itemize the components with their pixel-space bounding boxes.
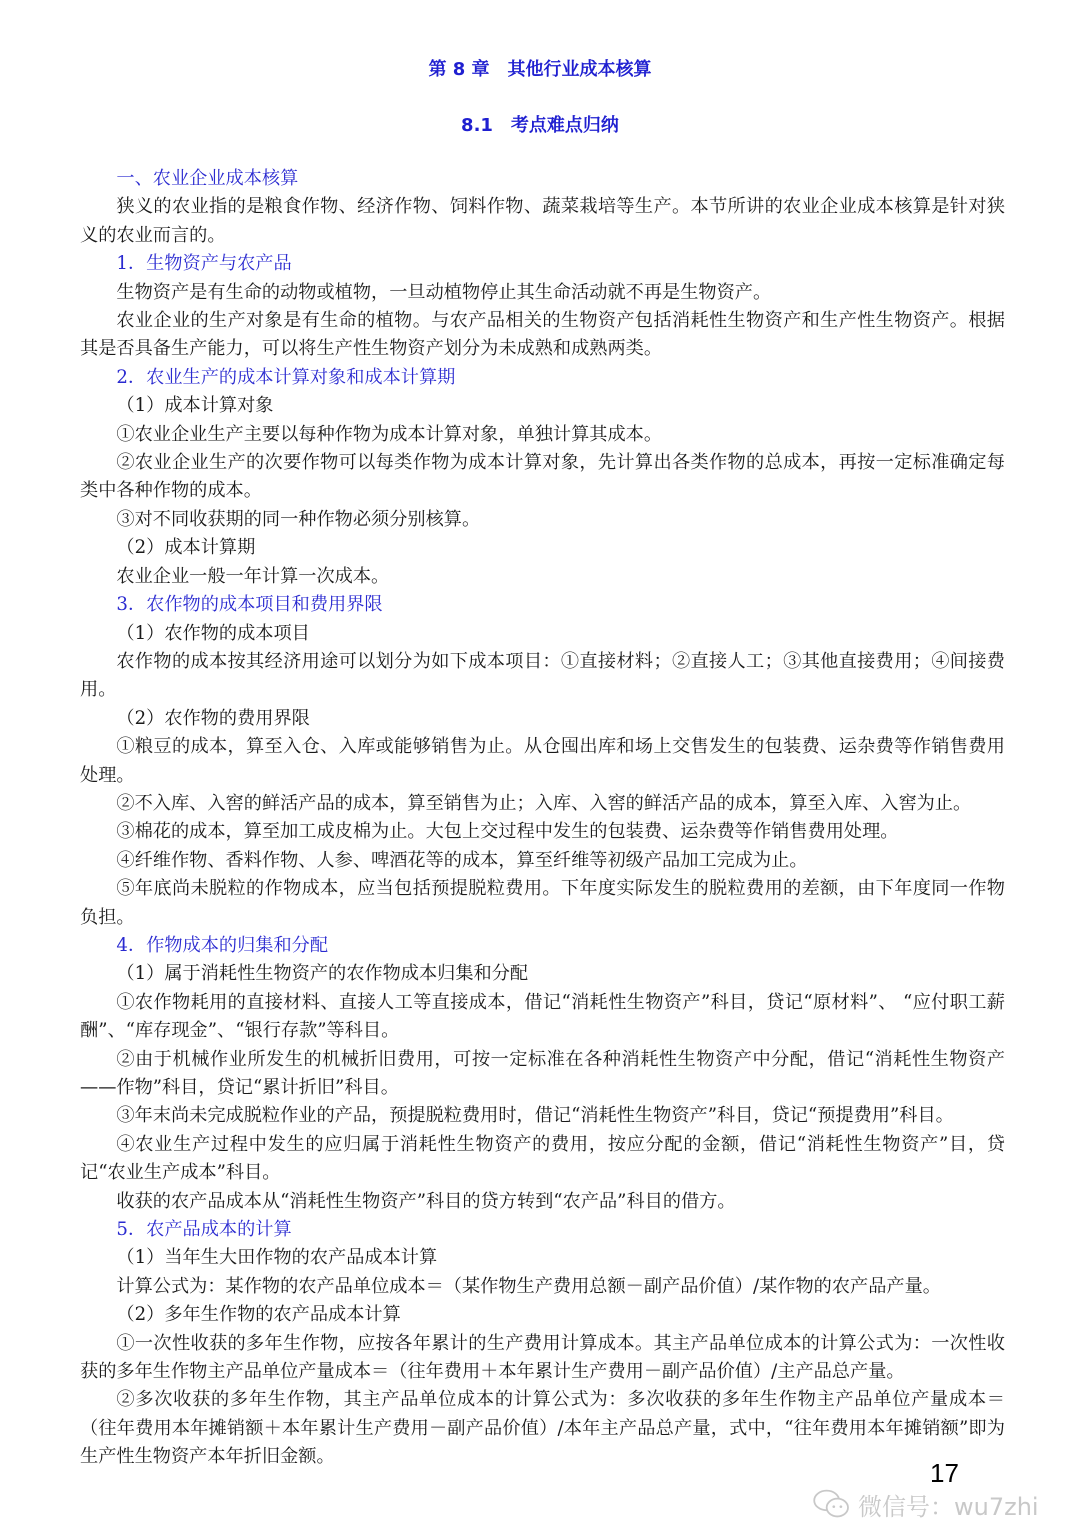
paragraph: （1）农作物的成本项目 (116, 622, 310, 644)
paragraph: ②由于机械作业所发生的机械折旧费用，可按一定标准在各种消耗性生物资产中分配，借记“消耗性生物资产——作物”科目，贷记“累计折旧”科目。 (80, 1048, 1005, 1098)
section-heading: 4．作物成本的归集和分配 (116, 934, 329, 956)
watermark (812, 1490, 1039, 1524)
paragraph: ①粮豆的成本，算至入仓、入库或能够销售为止。从仓囤出库和场上交售发生的包装费、运杂费等作销售费用处理。 (80, 736, 1005, 786)
paragraph: （1）成本计算对象 (116, 395, 274, 417)
paragraph: （2）多年生作物的农产品成本计算 (116, 1304, 401, 1326)
paragraph: （2）农作物的费用界限 (116, 707, 310, 729)
paragraph: （1）当年生大田作物的农产品成本计算 (116, 1247, 438, 1269)
paragraph: （1）属于消耗性生物资产的农作物成本归集和分配 (116, 963, 529, 985)
chapter-title: 第 8 章 其他行业成本核算 (428, 59, 652, 80)
section-heading: 5．农产品成本的计算 (116, 1219, 292, 1241)
paragraph: ⑤年底尚未脱粒的作物成本，应当包括预提脱粒费用。下年度实际发生的脱粒费用的差额，由下年度同一作物负担。 (80, 878, 1005, 928)
paragraph: ④纤维作物、香料作物、人参、啤酒花等的成本，算至纤维等初级产品加工完成为止。 (116, 849, 808, 871)
paragraph: ①农作物耗用的直接材料、直接人工等直接成本，借记“消耗性生物资产”科目，贷记“原材料”、 “应付职工薪酬”、“库存现金”、“银行存款”等科目。 (80, 991, 1005, 1042)
section-heading: 3．农作物的成本项目和费用界限 (116, 594, 383, 616)
paragraph: ②多次收获的多年生作物，其主产品单位成本的计算公式为：多次收获的多年生作物主产品单位产量成本＝（往年费用本年摊销额＋本年累计生产费用－副产品价值）/本年主产品总产量，式中，“往年费用本年摊销额”即为生产性生物资产本年折旧金额。 (80, 1389, 1005, 1468)
section-heading: 一、农业企业成本核算 (116, 168, 299, 189)
paragraph: ③年末尚未完成脱粒作业的产品，预提脱粒费用时，借记“消耗性生物资产”科目，贷记“预提费用”科目。 (116, 1105, 954, 1127)
paragraph: ④农业生产过程中发生的应归属于消耗性生物资产的费用，按应分配的金额，借记“消耗性生物资产”目，贷记“农业生产成本”科目。 (80, 1133, 1005, 1184)
section-title: 8.1 考点难点归纳 (461, 115, 619, 136)
paragraph: 收获的农产品成本从“消耗性生物资产”科目的贷方转到“农产品”科目的借方。 (116, 1190, 736, 1212)
document-body (80, 165, 1005, 1472)
paragraph: ②不入库、入窖的鲜活产品的成本，算至销售为止；入库、入窖的鲜活产品的成本，算至入库、入窖为止。 (116, 792, 972, 814)
paragraph: 生物资产是有生命的动物或植物，一旦动植物停止其生命活动就不再是生物资产。 (116, 281, 772, 303)
paragraph: 计算公式为：某作物的农产品单位成本＝（某作物生产费用总额－副产品价值）/某作物的农产品产量。 (116, 1275, 941, 1297)
paragraph: ①农业企业生产主要以每种作物为成本计算对象，单独计算其成本。 (116, 423, 663, 445)
page-number: 17 (930, 1458, 959, 1488)
paragraph: 农业企业一般一年计算一次成本。 (116, 565, 390, 587)
paragraph: ③对不同收获期的同一种作物必须分别核算。 (116, 508, 481, 530)
paragraph: ②农业企业生产的次要作物可以每类作物为成本计算对象，先计算出各类作物的总成本，再按一定标准确定每类中各种作物的成本。 (80, 452, 1005, 502)
paragraph: 狭义的农业指的是粮食作物、经济作物、饲料作物、蔬菜栽培等生产。本节所讲的农业企业成本核算是针对狭义的农业而言的。 (80, 196, 1005, 246)
paragraph: （2）成本计算期 (116, 537, 256, 559)
paragraph: ③棉花的成本，算至加工成皮棉为止。大包上交过程中发生的包装费、运杂费等作销售费用处理。 (116, 821, 899, 843)
section-heading: 2．农业生产的成本计算对象和成本计算期 (116, 366, 456, 388)
paragraph: ①一次性收获的多年生作物，应按各年累计的生产费用计算成本。其主产品单位成本的计算公式为：一次性收获的多年生作物主产品单位产量成本＝（往年费用＋本年累计生产费用－副产品价值）/主产品总产量。 (80, 1332, 1005, 1383)
section-heading: 1．生物资产与农产品 (116, 253, 292, 275)
watermark-text: 微信号：wu7zhi (858, 1493, 1039, 1521)
paragraph: 农业企业的生产对象是有生命的植物。与农产品相关的生物资产包括消耗性生物资产和生产性生物资产。根据其是否具备生产能力，可以将生产性生物资产划分为未成熟和成熟两类。 (80, 310, 1005, 360)
paragraph: 农作物的成本按其经济用途可以划分为如下成本项目：①直接材料；②直接人工；③其他直接费用；④间接费用。 (80, 650, 1005, 701)
wechat-icon (812, 1488, 852, 1527)
